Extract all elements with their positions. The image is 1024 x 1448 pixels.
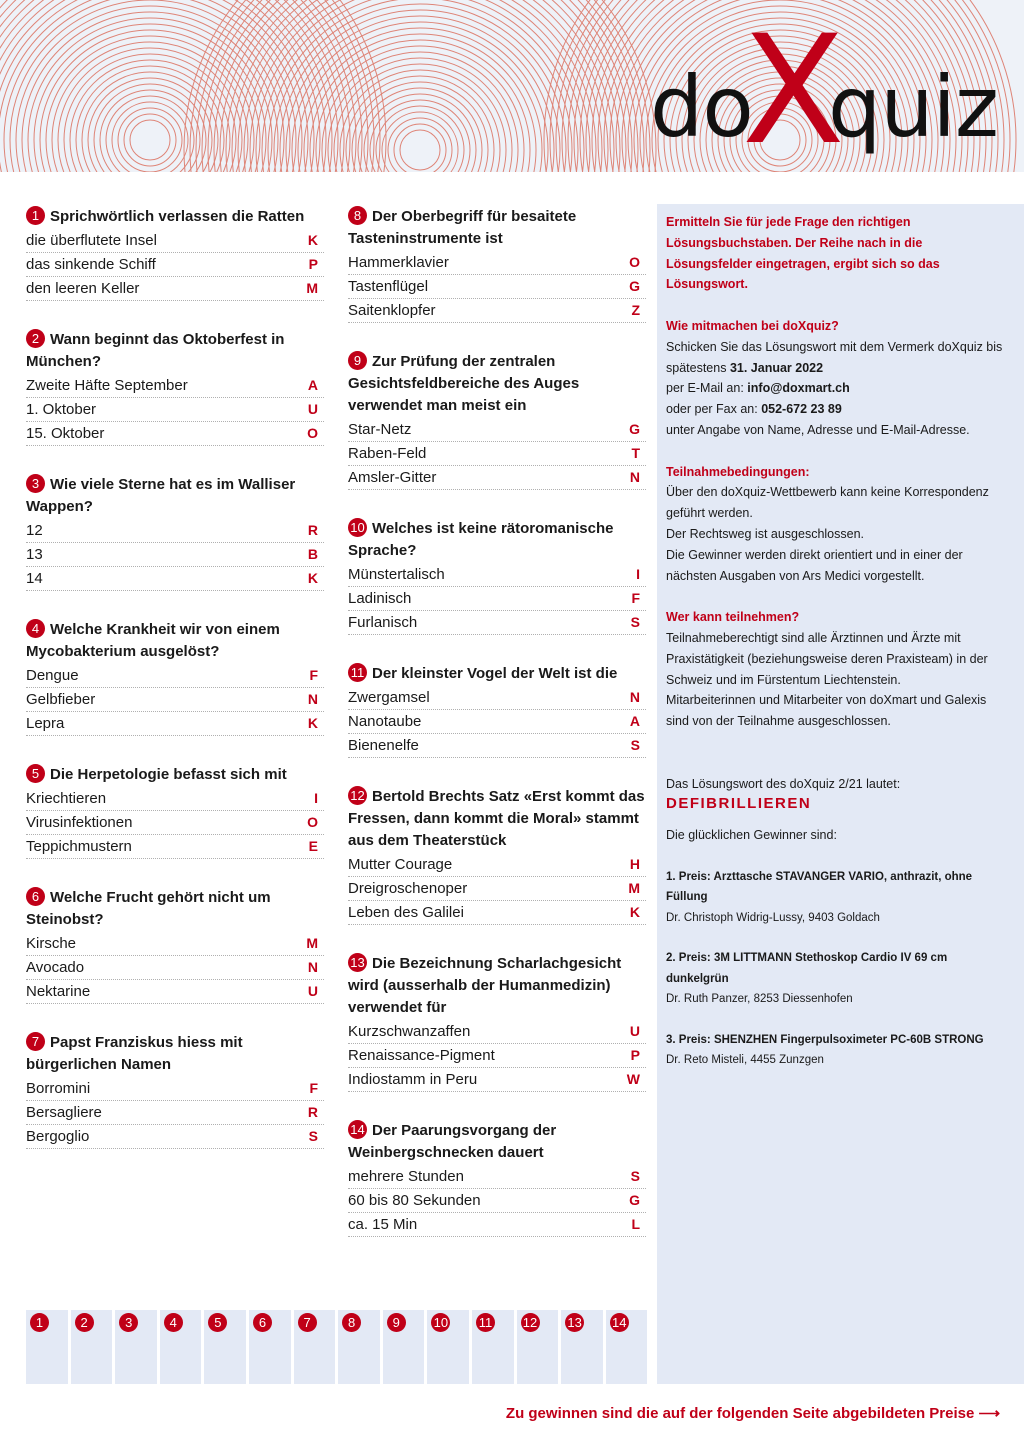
answer-option (348, 1020, 646, 1044)
answer-letter: U (307, 401, 318, 417)
answer-option (26, 374, 324, 398)
answer-option (348, 1165, 646, 1189)
prize-entry (666, 948, 1006, 1010)
answer-text: Ladinisch (348, 590, 412, 607)
answer-text: Virusinfektionen (26, 814, 133, 831)
answer-text: Teppichmustern (26, 838, 132, 855)
answer-text: Dengue (26, 667, 79, 684)
answer-text: Renaissance-Pigment (348, 1047, 495, 1064)
answer-text: Star-Netz (348, 421, 412, 438)
answer-option (348, 299, 646, 323)
question-number: 8 (348, 206, 367, 225)
answer-option (26, 567, 324, 591)
solution-box[interactable] (249, 1310, 291, 1384)
question-block (26, 758, 324, 859)
footer-note: Zu gewinnen sind die auf der folgenden Seite abgebildeten Preise ⟶ (505, 1405, 1000, 1422)
answer-text: Indiostamm in Peru (348, 1071, 478, 1088)
prize-title: 1. Preis: Arzttasche STAVANGER VARIO, anthrazit, ohne Füllung (666, 870, 973, 904)
answer-text: Leben des Galilei (348, 904, 464, 921)
question-number: 11 (348, 663, 367, 682)
question-block (26, 881, 324, 1004)
answer-text: Saitenklopfer (348, 302, 436, 319)
answer-letter: O (307, 425, 318, 441)
decorative-arc (250, 0, 590, 172)
question-block (348, 780, 646, 925)
decorative-arc (352, 82, 488, 172)
solution-boxes (26, 1310, 648, 1384)
answer-text: den leeren Keller (26, 280, 140, 297)
fax-label: oder per Fax an: (666, 402, 758, 417)
solution-box[interactable] (472, 1310, 514, 1384)
solution-box-number: 4 (164, 1313, 183, 1332)
question-text: Der Oberbegriff für besaitete Tasteninstrumente ist (348, 208, 577, 247)
solution-box-number: 3 (119, 1313, 138, 1332)
decorative-arc (130, 120, 170, 160)
solution-box[interactable] (71, 1310, 113, 1384)
answer-text: Zwergamsel (348, 689, 430, 706)
answer-text: 1. Oktober (26, 401, 97, 418)
answer-text: Dreigroschenoper (348, 880, 468, 897)
solution-box-number: 2 (75, 1313, 94, 1332)
question-heading (26, 1026, 324, 1076)
question-block (348, 947, 646, 1092)
answer-text: ca. 15 Min (348, 1216, 418, 1233)
answer-text: Amsler-Gitter (348, 469, 437, 486)
answer-letter: N (629, 689, 640, 705)
answer-text: die überflutete Insel (26, 232, 157, 249)
answer-option (348, 1068, 646, 1092)
decorative-arc (376, 106, 464, 172)
question-number: 10 (348, 518, 367, 537)
decorative-arc (34, 24, 266, 172)
answer-letter: B (307, 546, 318, 562)
answer-letter: S (630, 1168, 640, 1184)
answer-option (348, 1044, 646, 1068)
prize-entry (666, 1030, 1006, 1071)
answer-option (26, 422, 324, 446)
answer-text: Bienenelfe (348, 737, 419, 754)
question-heading (26, 758, 324, 786)
answer-letter: O (307, 814, 318, 830)
answer-letter: E (308, 838, 318, 854)
answer-text: Münstertalisch (348, 566, 445, 583)
conditions-text1: Über den doXquiz-Wettbewerb kann keine Korrespondenz geführt werden. (666, 485, 989, 521)
question-text: Wann beginnt das Oktoberfest in München? (26, 331, 285, 370)
answer-letter: F (631, 590, 640, 606)
question-number: 13 (348, 953, 367, 972)
answer-text: 13 (26, 546, 43, 563)
how-line1: Schicken Sie das Lösungswort mit dem Vermerk doXquiz bis spätestens (666, 339, 1003, 375)
solution-box-number: 5 (208, 1313, 227, 1332)
solution-box[interactable] (160, 1310, 202, 1384)
answer-option (26, 519, 324, 543)
question-block (348, 657, 646, 758)
questions-left-column (26, 200, 324, 1171)
question-text: Der Paarungsvorgang der Weinbergschnecken dauert (348, 1122, 557, 1161)
answer-letter: Z (631, 302, 640, 318)
deadline: 31. Januar 2022 (729, 360, 824, 375)
conditions-title: Teilnahmebedingungen: (666, 464, 810, 479)
answer-text: Borromini (26, 1080, 91, 1097)
answer-option (348, 853, 646, 877)
answer-text: Kriechtieren (26, 790, 107, 807)
answer-letter: F (309, 1080, 318, 1096)
question-heading (348, 200, 646, 250)
how-text (666, 337, 1006, 441)
solution-box[interactable] (383, 1310, 425, 1384)
question-heading (26, 200, 324, 228)
question-heading (348, 512, 646, 562)
answer-text: Gelbfieber (26, 691, 96, 708)
answer-letter: A (629, 713, 640, 729)
answer-letter: S (630, 737, 640, 753)
answer-option (348, 1213, 646, 1237)
solution-box-number: 8 (342, 1313, 361, 1332)
prize-title: 3. Preis: SHENZHEN Fingerpulsoximeter PC-60B STRONG (666, 1033, 984, 1046)
answer-text: 14 (26, 570, 43, 587)
answer-option (26, 688, 324, 712)
question-text: Zur Prüfung der zentralen Gesichtsfeldbereiche des Auges verwendet man meist ein (348, 353, 580, 414)
answer-text: 15. Oktober (26, 425, 105, 442)
answer-letter: K (307, 570, 318, 586)
previous-solution-label: Das Lösungswort des doXquiz 2/21 lautet: (666, 776, 901, 791)
solution-box-number: 13 (565, 1313, 584, 1332)
question-block (26, 1026, 324, 1149)
answer-letter: K (307, 715, 318, 731)
doxquiz-logo (650, 4, 1010, 172)
solution-box[interactable] (115, 1310, 157, 1384)
answer-text: Tastenflügel (348, 278, 429, 295)
fax-number: 052-672 23 89 (761, 402, 842, 417)
answer-letter: N (307, 691, 318, 707)
question-block (26, 200, 324, 301)
answer-option (26, 956, 324, 980)
answer-text: das sinkende Schiff (26, 256, 156, 273)
solution-box[interactable] (517, 1310, 559, 1384)
solution-box[interactable] (26, 1310, 68, 1384)
decorative-arc (400, 130, 440, 170)
decorative-arc (0, 0, 302, 172)
answer-option (348, 418, 646, 442)
solution-box-number: 10 (431, 1313, 450, 1332)
question-heading (348, 947, 646, 1019)
answer-option (26, 932, 324, 956)
answer-text: Hammerklavier (348, 254, 449, 271)
answer-text: Raben-Feld (348, 445, 427, 462)
answer-option (348, 686, 646, 710)
answer-text: Zweite Häfte September (26, 377, 188, 394)
answer-text: Lepra (26, 715, 65, 732)
question-number: 12 (348, 786, 367, 805)
answer-letter: K (307, 232, 318, 248)
question-number: 6 (26, 887, 45, 906)
prize-title: 2. Preis: 3M LITTMANN Stethoskop Cardio IV 69 cm dunkelgrün (666, 952, 948, 985)
answer-text: Nektarine (26, 983, 91, 1000)
answer-option (348, 734, 646, 758)
question-heading (26, 323, 324, 373)
decorative-arc (382, 112, 458, 172)
answer-letter: I (636, 566, 640, 582)
answer-text: Bersagliere (26, 1104, 102, 1121)
answer-letter: F (309, 667, 318, 683)
answer-letter: P (630, 1047, 640, 1063)
email-link[interactable]: info@doxmart.ch (747, 381, 850, 396)
question-number: 3 (26, 474, 45, 493)
answer-option (348, 710, 646, 734)
solution-box[interactable] (294, 1310, 336, 1384)
answer-option (348, 442, 646, 466)
answer-option (26, 811, 324, 835)
solution-box-number: 1 (30, 1313, 49, 1332)
answer-letter: K (629, 904, 640, 920)
previous-solution-word: DEFIBRILLIEREN (666, 795, 812, 813)
question-number: 4 (26, 619, 45, 638)
decorative-arc (124, 114, 176, 166)
who-text2: Mitarbeiterinnen und Mitarbeiter von doXmart und Galexis sind von der Teilnahme ausgeschlossen. (666, 693, 987, 729)
answer-option (26, 1077, 324, 1101)
decorative-arc (394, 124, 446, 172)
question-text: Welches ist keine rätoromanische Sprache? (348, 520, 614, 559)
answer-letter: G (629, 421, 640, 437)
answer-letter: U (629, 1023, 640, 1039)
solution-box-number: 14 (610, 1313, 629, 1332)
question-text: Welche Frucht gehört nicht um Steinobst? (26, 889, 271, 928)
question-block (26, 323, 324, 446)
question-heading (348, 657, 646, 685)
question-block (26, 613, 324, 736)
answer-letter: O (629, 254, 640, 270)
answer-option (348, 251, 646, 275)
solution-box[interactable] (427, 1310, 469, 1384)
answer-option (348, 466, 646, 490)
solution-box-number: 6 (253, 1313, 272, 1332)
conditions-text3: Die Gewinner werden direkt orientiert und in einer der nächsten Ausgaben von Ars Medici vorgestellt. (666, 547, 963, 583)
answer-letter: R (307, 522, 318, 538)
answer-text: Kurzschwanzaffen (348, 1023, 471, 1040)
answer-option (348, 1189, 646, 1213)
prize-winner: Dr. Ruth Panzer, 8253 Diessenhofen (666, 993, 853, 1006)
question-block (348, 1114, 646, 1237)
header-banner (0, 0, 1024, 172)
answer-option (26, 253, 324, 277)
answer-option (26, 1125, 324, 1149)
answer-letter: N (307, 959, 318, 975)
solution-box[interactable] (204, 1310, 246, 1384)
answer-text: mehrere Stunden (348, 1168, 464, 1185)
answer-letter: G (629, 1192, 640, 1208)
logo-quiz: quiz (828, 58, 998, 156)
answer-option (26, 980, 324, 1004)
decorative-arc (106, 96, 194, 172)
question-number: 2 (26, 329, 45, 348)
answer-text: Bergoglio (26, 1128, 90, 1145)
answer-option (26, 398, 324, 422)
question-heading (26, 881, 324, 931)
answer-option (26, 664, 324, 688)
answer-letter: S (308, 1128, 318, 1144)
question-number: 1 (26, 206, 45, 225)
answer-option (348, 877, 646, 901)
prize-winner: Dr. Reto Misteli, 4455 Zunzgen (666, 1054, 824, 1067)
question-number: 14 (348, 1120, 367, 1139)
answer-text: 12 (26, 522, 43, 539)
decorative-arc (244, 0, 596, 172)
answer-letter: T (631, 445, 640, 461)
answer-letter: M (306, 280, 318, 296)
answer-option (26, 277, 324, 301)
question-text: Der kleinster Vogel der Welt ist die (372, 665, 618, 682)
answer-text: Furlanisch (348, 614, 418, 631)
answer-letter: A (307, 377, 318, 393)
who-text1: Teilnahmeberechtigt sind alle Ärztinnen und Ärzte mit Praxistätigkeit (beziehungsweise deren Praxisteam) in der Schweiz und im Fürstentum Liechtenstein. (666, 630, 988, 687)
solution-box-number: 7 (298, 1313, 317, 1332)
answer-option (26, 787, 324, 811)
solution-box[interactable] (606, 1310, 648, 1384)
solution-box-number: 11 (476, 1313, 495, 1332)
decorative-arc (88, 78, 212, 172)
solution-box-number: 9 (387, 1313, 406, 1332)
question-number: 7 (26, 1032, 45, 1051)
decorative-arc (94, 84, 206, 172)
question-text: Die Bezeichnung Scharlachgesicht wird (ausserhalb der Humanmedizin) verwendet für (348, 955, 622, 1016)
intro-text: Ermitteln Sie für jede Frage den richtigen Lösungsbuchstaben. Der Reihe nach in die Lösungsfelder eingetragen, ergibt sich so das Lösungswort. (666, 215, 940, 292)
answer-text: Avocado (26, 959, 85, 976)
answer-letter: R (307, 1104, 318, 1120)
solution-box[interactable] (561, 1310, 603, 1384)
logo-do: do (650, 58, 753, 156)
question-heading (26, 613, 324, 663)
answer-option (26, 229, 324, 253)
prize-list (666, 867, 1006, 1071)
email-label: per E-Mail an: (666, 381, 744, 396)
answer-option (348, 275, 646, 299)
decorative-arc (70, 60, 230, 172)
prize-winner: Dr. Christoph Widrig-Lussy, 9403 Goldach (666, 911, 880, 924)
answer-letter: I (314, 790, 318, 806)
question-heading (348, 345, 646, 417)
answer-text: Kirsche (26, 935, 77, 952)
answer-text: 60 bis 80 Sekunden (348, 1192, 481, 1209)
question-text: Papst Franziskus hiess mit bürgerlichen Namen (26, 1034, 243, 1073)
how-title: Wie mitmachen bei doXquiz? (666, 318, 839, 333)
question-number: 9 (348, 351, 367, 370)
answer-letter: U (307, 983, 318, 999)
answer-text: Nanotaube (348, 713, 422, 730)
decorative-arc (118, 108, 182, 172)
solution-box[interactable] (338, 1310, 380, 1384)
question-text: Bertold Brechts Satz «Erst kommt das Fressen, dann kommt die Moral» stammt aus dem Theaterstück (348, 788, 645, 849)
conditions-text2: Der Rechtsweg ist ausgeschlossen. (666, 526, 865, 541)
question-text: Welche Krankheit wir von einem Mycobakterium ausgelöst? (26, 621, 280, 660)
answer-option (348, 587, 646, 611)
question-block (26, 468, 324, 591)
answer-letter: P (308, 256, 318, 272)
question-heading (348, 1114, 646, 1164)
how-line2: unter Angabe von Name, Adresse und E-Mail-Adresse. (666, 422, 970, 437)
decorative-arc (112, 102, 188, 172)
info-panel-content (666, 212, 1006, 1091)
question-block (348, 512, 646, 635)
who-title: Wer kann teilnehmen? (666, 610, 800, 625)
question-text: Sprichwörtlich verlassen die Ratten (50, 208, 305, 225)
question-text: Die Herpetologie befasst sich mit (50, 766, 287, 783)
answer-option (26, 1101, 324, 1125)
solution-box-number: 12 (521, 1313, 540, 1332)
answer-option (348, 611, 646, 635)
decorative-arc (304, 34, 536, 172)
questions-right-column (348, 200, 646, 1259)
answer-option (26, 543, 324, 567)
answer-letter: L (631, 1216, 640, 1232)
question-number: 5 (26, 764, 45, 783)
answer-letter: N (629, 469, 640, 485)
answer-option (26, 712, 324, 736)
answer-letter: W (626, 1071, 640, 1087)
winners-label: Die glücklichen Gewinner sind: (666, 828, 837, 843)
answer-option (348, 901, 646, 925)
answer-letter: M (306, 935, 318, 951)
answer-option (348, 563, 646, 587)
prize-entry (666, 867, 1006, 929)
answer-letter: G (629, 278, 640, 294)
question-block (348, 200, 646, 323)
answer-letter: H (629, 856, 640, 872)
answer-letter: M (628, 880, 640, 896)
question-text: Wie viele Sterne hat es im Walliser Wappen? (26, 476, 296, 515)
question-heading (348, 780, 646, 852)
question-heading (26, 468, 324, 518)
answer-option (26, 835, 324, 859)
answer-letter: S (630, 614, 640, 630)
decorative-arc (184, 0, 656, 172)
logo-x: X (742, 4, 845, 172)
answer-text: Mutter Courage (348, 856, 453, 873)
question-block (348, 345, 646, 490)
